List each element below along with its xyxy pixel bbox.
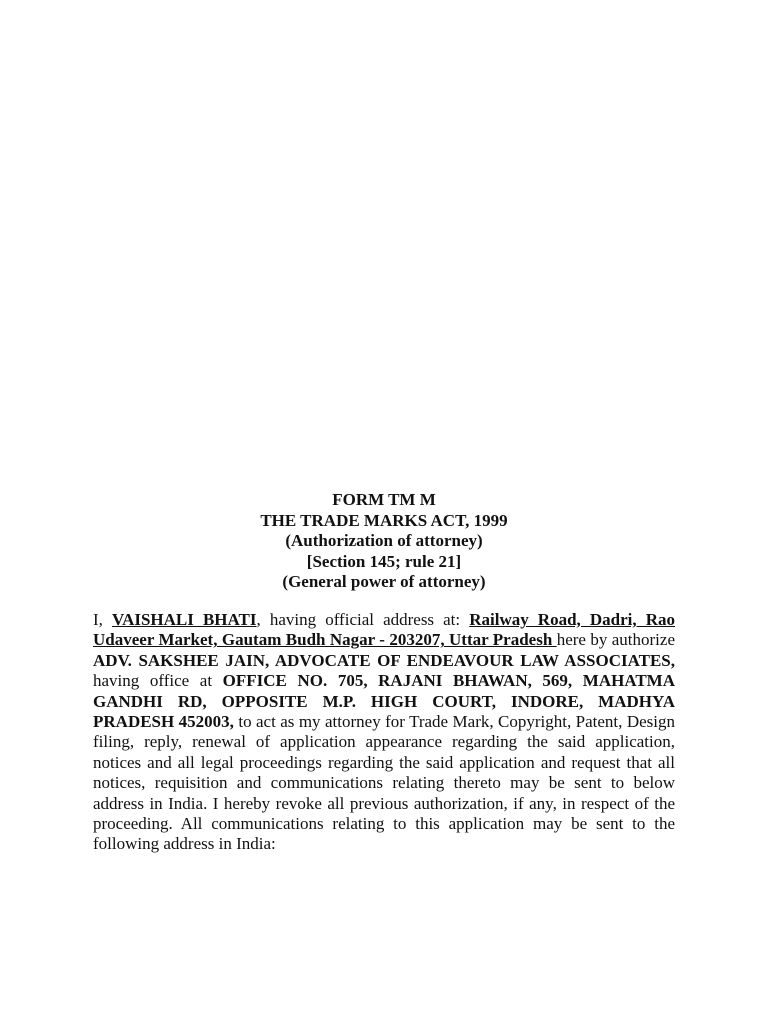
text-authorize: here by authorize <box>556 630 675 650</box>
power-of-attorney-type: (General power of attorney) <box>282 572 486 591</box>
act-title: THE TRADE MARKS ACT, 1999 <box>260 510 508 530</box>
grantor-address: Railway Road, Dadri, Rao Udaveer Market, Gautam Budh Nagar - 203207, Uttar Pradesh <box>93 610 675 650</box>
attorney-name: ADV. SAKSHEE JAIN, ADVOCATE OF ENDEAVOUR LAW ASSOCIATES, <box>93 650 675 670</box>
authorization-paragraph <box>93 610 675 855</box>
form-heading <box>93 490 675 593</box>
text-office-lead: having office at <box>93 671 223 691</box>
text-authorization-terms: to act as my attorney for Trade Mark, Copyright, Patent, Design filing, reply, renewal of application appearance regarding the said application, notices and all legal proceedings regarding the said application and request that all notices, requisition and communications relating thereto may be sent to below address in India. I hereby revoke all previous authorization, if any, in respect of the proceeding. All communications relating to this application may be sent to the following address in India: <box>93 712 675 854</box>
form-purpose: (Authorization of attorney) <box>285 531 483 550</box>
section-reference: [Section 145; rule 21] <box>306 551 462 571</box>
attorney-office-address: OFFICE NO. 705, RAJANI BHAWAN, 569, MAHATMA GANDHI RD, OPPOSITE M.P. HIGH COURT, INDORE, MADHYA PRADESH 452003, <box>93 671 676 732</box>
form-number: FORM TM M <box>332 490 436 509</box>
grantor-name: VAISHALI BHATI <box>112 610 257 629</box>
text-intro: I, <box>93 610 112 629</box>
text-address-lead: , having official address at: <box>256 610 470 629</box>
